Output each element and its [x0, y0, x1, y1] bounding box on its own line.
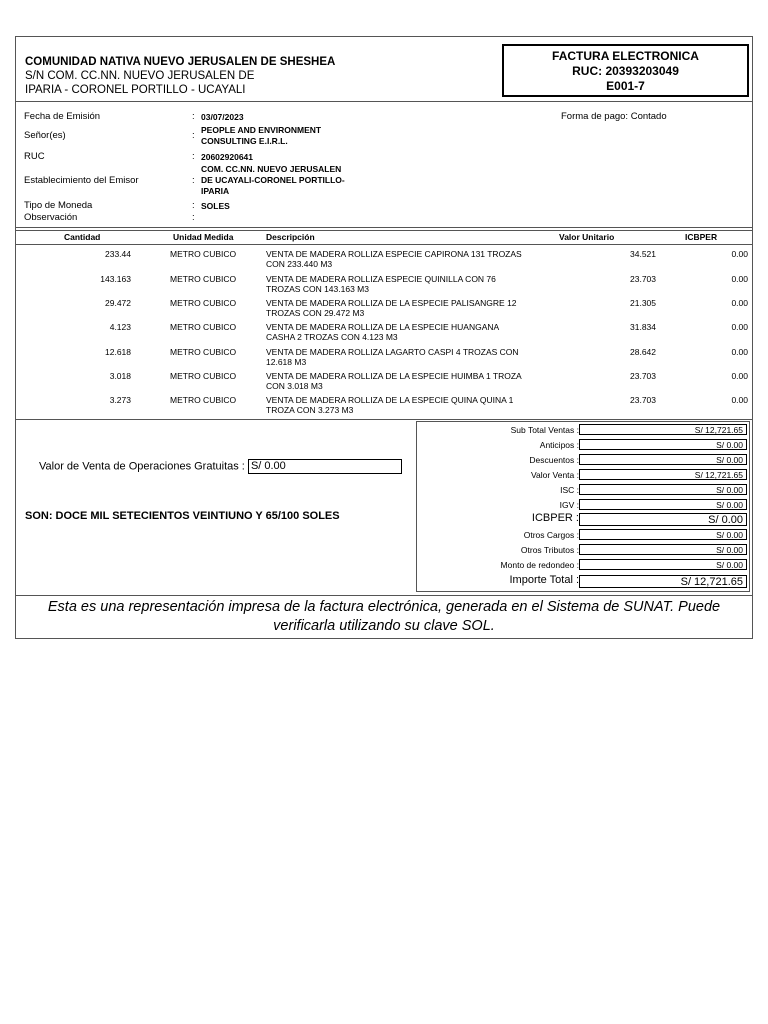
table-row [16, 345, 752, 369]
gratuitas-label: Valor de Venta de Operaciones Gratuitas : [39, 460, 245, 473]
totals-value: S/ 0.00 [579, 499, 747, 510]
issuer-name: COMUNIDAD NATIVA NUEVO JERUSALEN DE SHESHEA [25, 56, 336, 68]
totals-row [417, 438, 751, 453]
totals-value: S/ 0.00 [579, 454, 747, 465]
issuer-block [25, 55, 505, 97]
totals-value: S/ 12,721.65 [579, 575, 747, 588]
item-quantity: 233.44 [105, 249, 131, 259]
item-icbper: 0.00 [731, 371, 748, 381]
header-icbper: ICBPER [685, 232, 718, 242]
establecimiento-line-2: DE UCAYALI-CORONEL PORTILLO- [201, 175, 345, 185]
issuer-ruc: RUC: 20393203049 [572, 64, 679, 78]
items-table-header [16, 231, 752, 245]
items-table [16, 230, 752, 420]
item-quantity: 29.472 [105, 298, 131, 308]
fecha-value: 03/07/2023 [201, 112, 244, 122]
customer-info [16, 102, 752, 228]
totals-row [417, 468, 751, 483]
totals-label: IGV : [559, 500, 579, 510]
totals-row [417, 543, 751, 558]
totals-value: S/ 12,721.65 [579, 424, 747, 435]
item-description: VENTA DE MADERA ROLLIZA DE LA ESPECIE HUIMBA 1 TROZA CON 3.018 M3 [266, 371, 522, 391]
item-unit: METRO CUBICO [170, 395, 237, 405]
table-row [16, 393, 752, 417]
establecimiento-line-1: COM. CC.NN. NUEVO JERUSALEN [201, 164, 342, 174]
totals-value: S/ 0.00 [579, 513, 747, 526]
document-title: FACTURA ELECTRONICA [552, 49, 699, 63]
item-unit: METRO CUBICO [170, 322, 237, 332]
item-icbper: 0.00 [731, 298, 748, 308]
item-quantity: 12.618 [105, 347, 131, 357]
item-unit-price: 31.834 [630, 322, 656, 332]
establecimiento-line-3: IPARIA [201, 186, 230, 196]
totals-row [417, 512, 751, 527]
totals-value: S/ 12,721.65 [579, 469, 747, 480]
document-id-box [502, 44, 749, 97]
totals-row [417, 453, 751, 468]
item-quantity: 143.163 [100, 274, 131, 284]
totals-label: Otros Cargos : [523, 530, 579, 540]
item-quantity: 3.018 [109, 371, 131, 381]
totals-label: Otros Tributos : [520, 545, 579, 555]
colon: : [192, 130, 195, 141]
establecimiento-value [201, 164, 381, 197]
gratuitas-value: S/ 0.00 [248, 459, 402, 474]
item-unit: METRO CUBICO [170, 371, 237, 381]
moneda-value: SOLES [201, 201, 230, 211]
totals-value: S/ 0.00 [579, 484, 747, 495]
issuer-address-line-1: S/N COM. CC.NN. NUEVO JERUSALEN DE [25, 70, 255, 82]
table-row [16, 272, 752, 296]
item-unit-price: 23.703 [630, 371, 656, 381]
item-icbper: 0.00 [731, 347, 748, 357]
header-valor-unitario: Valor Unitario [559, 232, 615, 242]
item-icbper: 0.00 [731, 274, 748, 284]
header-cantidad: Cantidad [64, 232, 101, 242]
item-icbper: 0.00 [731, 249, 748, 259]
senor-line-2: CONSULTING E.I.R.L. [201, 136, 288, 146]
issuer-address-line-2: IPARIA - CORONEL PORTILLO - UCAYALI [25, 84, 246, 96]
item-quantity: 4.123 [109, 322, 131, 332]
totals-value: S/ 0.00 [579, 544, 747, 555]
colon: : [192, 175, 195, 186]
item-description: VENTA DE MADERA ROLLIZA DE LA ESPECIE HUANGANA CASHA 2 TROZAS CON 4.123 M3 [266, 322, 499, 342]
establecimiento-label: Establecimiento del Emisor [24, 175, 139, 186]
totals-label: Sub Total Ventas : [510, 425, 579, 435]
item-unit: METRO CUBICO [170, 347, 237, 357]
senor-value [201, 125, 381, 147]
observacion-label: Observación [24, 212, 78, 223]
colon: : [192, 200, 195, 211]
item-description: VENTA DE MADERA ROLLIZA DE LA ESPECIE QUINA QUINA 1 TROZA CON 3.273 M3 [266, 395, 514, 415]
totals-label: Descuentos : [529, 455, 579, 465]
table-row [16, 247, 752, 271]
item-description: VENTA DE MADERA ROLLIZA DE LA ESPECIE PALISANGRE 12 TROZAS CON 29.472 M3 [266, 298, 517, 318]
totals-value: S/ 0.00 [579, 559, 747, 570]
fecha-label: Fecha de Emisión [24, 111, 101, 122]
totals-label: ICBPER : [531, 512, 579, 524]
sunat-footer-note: Esta es una representación impresa de la factura electrónica, generada en el Sistema de SUNAT. Puede verificarla utilizando su clave SOL. [16, 595, 752, 641]
item-description: VENTA DE MADERA ROLLIZA LAGARTO CASPI 4 TROZAS CON 12.618 M3 [266, 347, 519, 367]
item-unit-price: 23.703 [630, 395, 656, 405]
invoice-document [15, 36, 753, 639]
totals-row [417, 558, 751, 573]
payment-method: Forma de pago: Contado [561, 111, 667, 122]
totals-label: Anticipos : [539, 440, 579, 450]
table-row [16, 296, 752, 320]
colon: : [192, 212, 195, 223]
ruc-value: 20602920641 [201, 152, 254, 162]
totals-value: S/ 0.00 [579, 529, 747, 540]
totals-value: S/ 0.00 [579, 439, 747, 450]
totals-label: Valor Venta : [530, 470, 579, 480]
totals-label: Importe Total : [509, 574, 579, 586]
item-description: VENTA DE MADERA ROLLIZA ESPECIE CAPIRONA 131 TROZAS CON 233.440 M3 [266, 249, 522, 269]
totals-label: Monto de redondeo : [500, 560, 579, 570]
item-unit-price: 34.521 [630, 249, 656, 259]
senor-line-1: PEOPLE AND ENVIRONMENT [201, 125, 322, 135]
totals-row [417, 528, 751, 543]
item-quantity: 3.273 [109, 395, 131, 405]
header-unidad: Unidad Medida [173, 232, 234, 242]
document-number: E001-7 [606, 79, 645, 93]
table-row [16, 369, 752, 393]
table-row [16, 320, 752, 344]
totals-row [417, 423, 751, 438]
gratuitas-row [39, 459, 402, 474]
ruc-label: RUC [24, 151, 45, 162]
colon: : [192, 151, 195, 162]
item-unit-price: 23.703 [630, 274, 656, 284]
colon: : [192, 111, 195, 122]
item-icbper: 0.00 [731, 322, 748, 332]
totals-label: ISC : [560, 485, 579, 495]
totals-row [417, 483, 751, 498]
item-icbper: 0.00 [731, 395, 748, 405]
totals-row [417, 498, 751, 513]
item-description: VENTA DE MADERA ROLLIZA ESPECIE QUINILLA CON 76 TROZAS CON 143.163 M3 [266, 274, 496, 294]
item-unit: METRO CUBICO [170, 249, 237, 259]
moneda-label: Tipo de Moneda [24, 200, 93, 211]
header-descripcion: Descripción [266, 232, 315, 242]
totals-box [416, 421, 750, 592]
item-unit: METRO CUBICO [170, 298, 237, 308]
item-unit: METRO CUBICO [170, 274, 237, 284]
invoice-header [16, 37, 752, 102]
totals-row [417, 574, 751, 589]
senor-label: Señor(es) [24, 130, 66, 141]
amount-in-words: SON: DOCE MIL SETECIENTOS VEINTIUNO Y 65/100 SOLES [25, 510, 340, 522]
item-unit-price: 21.305 [630, 298, 656, 308]
item-unit-price: 28.642 [630, 347, 656, 357]
